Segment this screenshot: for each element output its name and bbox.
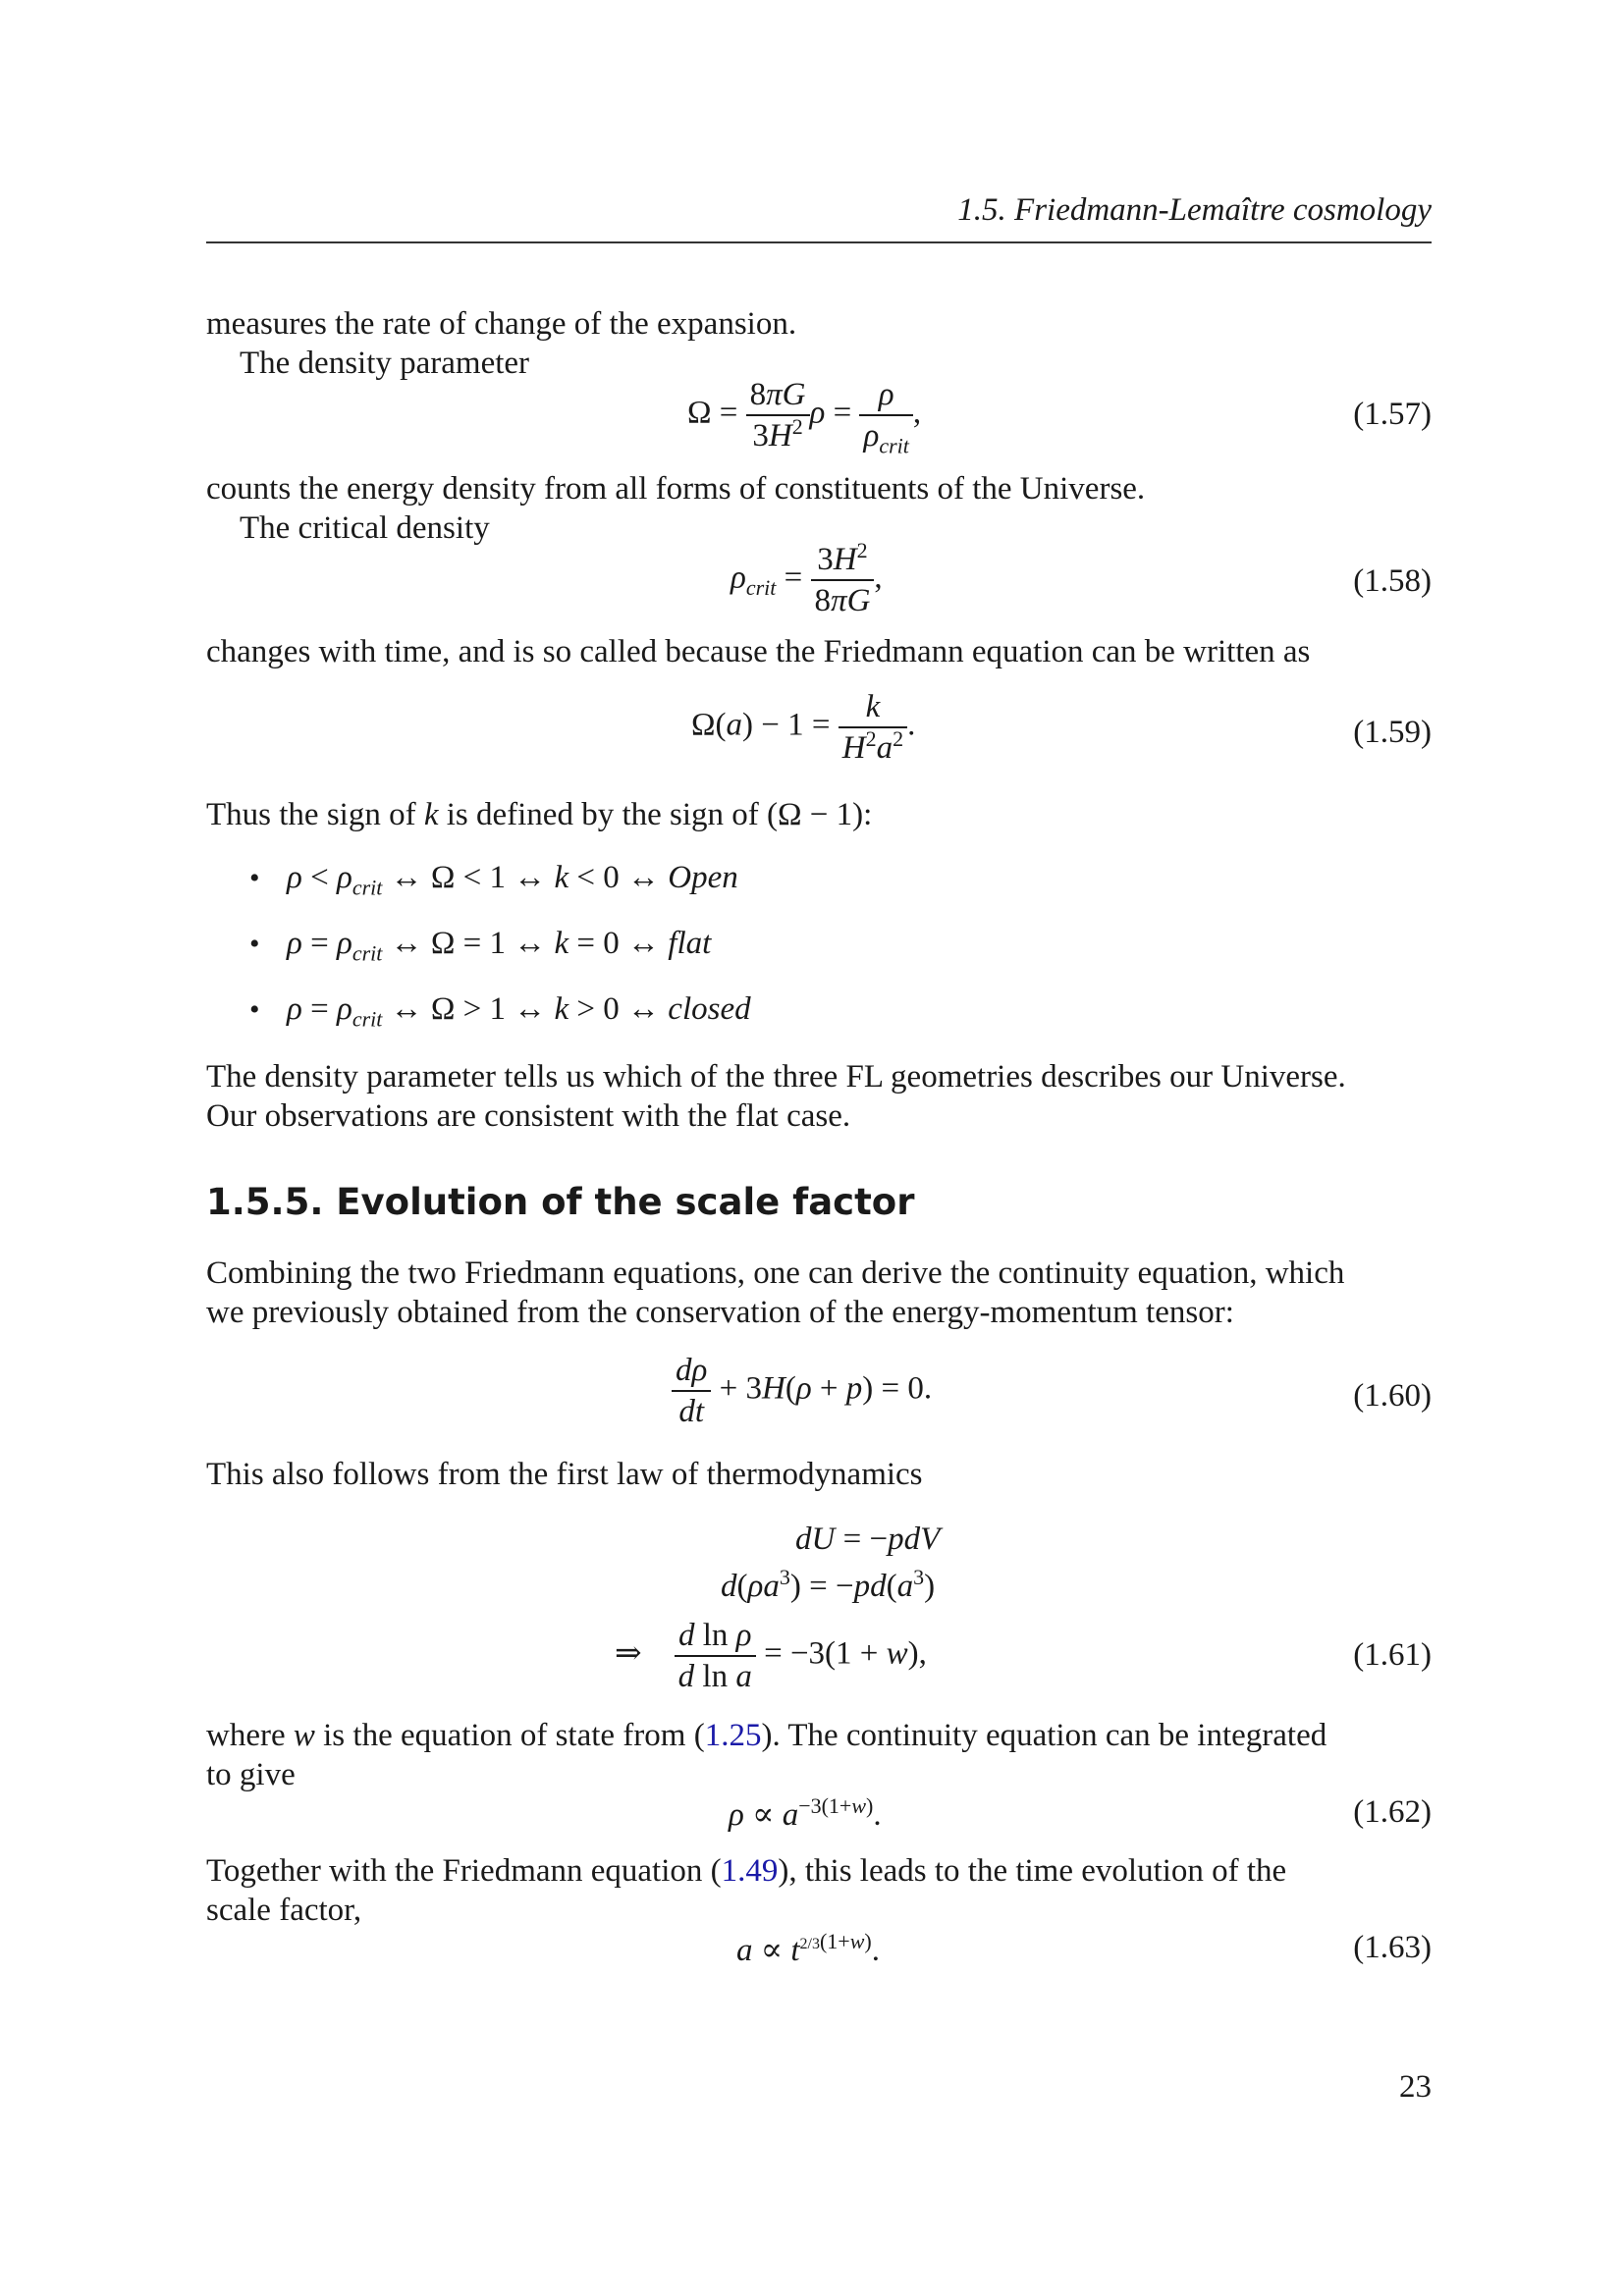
paragraph-text: to give [206, 1757, 296, 1792]
paragraph-text: measures the rate of change of the expansion. [206, 306, 797, 342]
section-heading: 1.5.5. Evolution of the scale factor [206, 1181, 915, 1223]
equation-1-58: $\rho_{crit}$ = $\frac{3H^2}{8\pi G}$ , [731, 538, 883, 618]
bullet-dot: • [249, 928, 260, 960]
math-w: w [293, 1718, 315, 1753]
equation-1-60: $\frac{d\rho}{dt}$ + 3H(ρ + p) = 0. [672, 1351, 932, 1431]
paragraph-text: changes with time, and is so called because the Friedmann equation can be written as [206, 634, 1311, 669]
bullet-item-closed: $\rho = \rho_{crit}$ ↔ Ω > 1 ↔ k > 0 ↔ closed [287, 991, 751, 1032]
text-span: ). The continuity equation can be integrated [761, 1718, 1327, 1753]
equation-1-62: $\rho \propto a^{-3(1+w)}$. [729, 1793, 882, 1833]
text-span: ), this leads to the time evolution of the [778, 1853, 1287, 1889]
math-k: k [423, 797, 439, 832]
paragraph-text [206, 795, 1434, 834]
bullet-dot: • [249, 993, 260, 1026]
equation-1-61-line2: $d(\rho a^3) = -pd(a^3)$ [721, 1565, 936, 1604]
page-number: 23 [1399, 2069, 1432, 2105]
text-span: is the equation of state from ( [314, 1718, 705, 1753]
paragraph-text: Our observations are consistent with the flat case. [206, 1098, 851, 1134]
equation-1-57: Ω = $\frac{8\pi G}{3H^2}$ ρ = $\frac{\rho}{\rho_{crit}}$ , [687, 377, 922, 458]
equation-number: (1.62) [1353, 1794, 1432, 1830]
paragraph-text: The critical density [240, 510, 490, 546]
equation-number: (1.61) [1353, 1637, 1432, 1673]
equation-number: (1.59) [1353, 715, 1432, 750]
paragraph-text: This also follows from the first law of thermodynamics [206, 1457, 923, 1492]
bullet-label: Open [668, 860, 738, 895]
paragraph-text: Combining the two Friedmann equations, one can derive the continuity equation, which [206, 1255, 1345, 1291]
bullet-dot: • [249, 862, 260, 894]
equation-number: (1.58) [1353, 563, 1432, 599]
text-span: Thus the sign of [206, 797, 424, 832]
equation-number: (1.57) [1353, 397, 1432, 432]
header-rule [206, 241, 1432, 243]
equation-1-59: Ω(a) − 1 = $\frac{k}{H^2a^2}$ . [691, 689, 916, 766]
text-span: Together with the Friedmann equation ( [206, 1853, 722, 1889]
equation-1-63: $a \propto t^{2/3(1+w)}$. [736, 1929, 880, 1968]
bullet-item-open: $\rho < \rho_{crit}$ ↔ Ω < 1 ↔ k < 0 ↔ Open [287, 860, 738, 900]
running-header: 1.5. Friedmann-Lemaître cosmology [957, 192, 1432, 228]
equation-reference-link[interactable]: 1.25 [704, 1718, 762, 1753]
equation-reference-link[interactable]: 1.49 [721, 1853, 779, 1889]
text-span: is defined by the sign of (Ω − 1): [438, 797, 873, 832]
bullet-label: flat [668, 926, 712, 961]
text-span: where [206, 1718, 294, 1753]
paragraph-text: we previously obtained from the conservation of the energy-momentum tensor: [206, 1295, 1234, 1330]
equation-1-61-line1: dU = −pdV [795, 1522, 941, 1557]
bullet-item-flat: $\rho = \rho_{crit}$ ↔ Ω = 1 ↔ k = 0 ↔ flat [287, 926, 712, 966]
paragraph-text [206, 1716, 1434, 1755]
bullet-label: closed [668, 991, 751, 1027]
paragraph-text: scale factor, [206, 1893, 362, 1928]
paragraph-text: The density parameter [240, 346, 530, 381]
paragraph-text [206, 1851, 1434, 1891]
paragraph-text: The density parameter tells us which of the three FL geometries describes our Universe. [206, 1059, 1346, 1095]
paragraph-text: counts the energy density from all forms of constituents of the Universe. [206, 471, 1146, 507]
equation-1-61-line3: ⇒ $\frac{\text{d ln ρ}}{\text{d ln a}}$ = −3(1 + w), [615, 1618, 927, 1694]
equation-number: (1.63) [1353, 1930, 1432, 1965]
equation-number: (1.60) [1353, 1378, 1432, 1414]
